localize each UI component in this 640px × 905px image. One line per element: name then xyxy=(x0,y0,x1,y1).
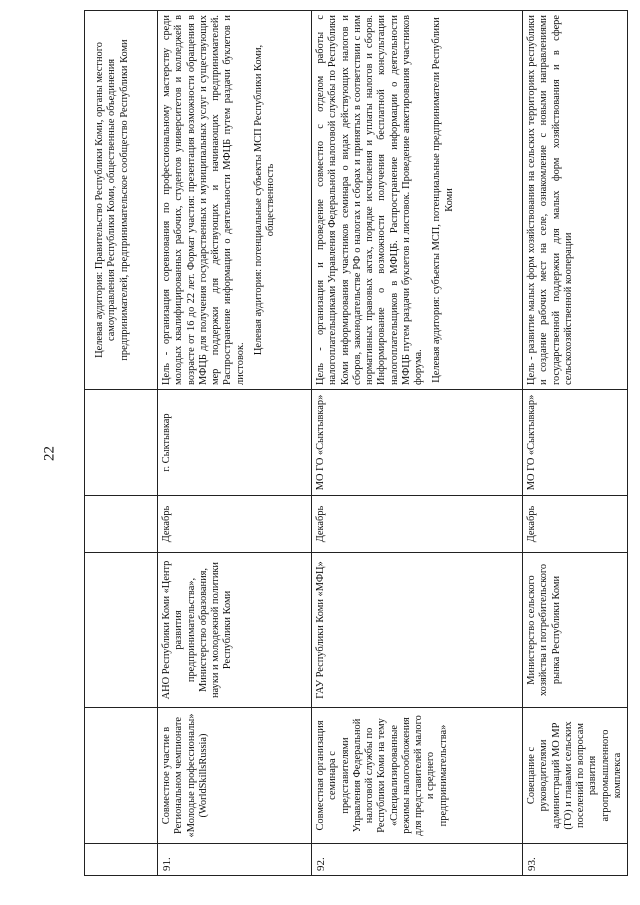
row-number: 92. xyxy=(312,844,523,876)
organizer: АНО Республики Коми «Центр развития предпринимательства», Министерство образования, науки и молодежной политики Республики Коми xyxy=(158,553,312,708)
page-number: 22 xyxy=(41,446,58,461)
goal-cell xyxy=(85,11,158,390)
goal-text: Цель - организация и проведение совместно с отделом работы с налогоплательщиками Управления Федеральной налоговой службы по Республики Коми информирования участников семинара о видах действующих налогов и сборов, законодательстве РФ о налогах и сборах и принятых в соответствии с ним нормативных правовых актах, порядке исчисления и уплаты налогов и сборов. Информирование о возможности получения бесплатной консультации налогоплательщиков в МФЦБ. Распространение информации о деятельности МФЦБ путем раздачи буклетов и листовок. Проведение анкетирования участников форума. xyxy=(315,15,425,385)
row-number: 93. xyxy=(523,844,628,876)
num-cell xyxy=(85,844,158,876)
event-place: МО ГО «Сыктывкар» xyxy=(523,390,628,496)
event-name: Совещание с руководителями администраций МО МР (ГО) и главами сельских поселений по вопросам развития агропромышленного комплекса xyxy=(523,708,628,844)
goal-text: Цель - организация соревнования по профессиональному мастерству среди молодых квалифицированных рабочих, студентов университетов и колледжей в возрасте от 16 до 22 лет. Формат участия: презентация возможности обращения в МФЦБ для получения государственных и муниципальных услуг и существующих мер поддержки для действующих и начинающих предпринимателей. Распространение информации о деятельности МФЦБ путем раздачи буклетов и листовок. xyxy=(161,15,246,385)
event-place: МО ГО «Сыктывкар» xyxy=(312,390,523,496)
organizer: ГАУ Республики Коми «МФЦ» xyxy=(312,553,523,708)
event-name: Совместное участие в Региональном чемпионате «Молодые профессионалы» (WorldSkillsRussia) xyxy=(158,708,312,844)
table-row-continuation xyxy=(85,11,158,876)
goal-cell xyxy=(158,11,312,390)
event-name: Совместная организация семинара с представителями Управления Федеральной налоговой службы по Республики Коми на тему «Специализированные режимы налогообложения для представителей малого и среднего предпринимательства» xyxy=(312,708,523,844)
date-cell xyxy=(85,496,158,553)
table-row xyxy=(158,11,312,876)
table-row xyxy=(523,11,628,876)
event-date: Декабрь xyxy=(312,496,523,553)
event-date: Декабрь xyxy=(158,496,312,553)
organizer: Министерство сельского хозяйства и потребительского рынка Республики Коми xyxy=(523,553,628,708)
audience-text: Целевая аудитория: потенциальные субъекты МСП Республики Коми, общественность xyxy=(252,44,277,356)
events-table xyxy=(84,10,628,876)
place-cell xyxy=(85,390,158,496)
event-place: г. Сыктывкар xyxy=(158,390,312,496)
table-row xyxy=(312,11,523,876)
goal-cell xyxy=(312,11,523,390)
row-number: 91. xyxy=(158,844,312,876)
goal-text: Цель - развитие малых форм хозяйствования на сельских территориях республики и создание рабочих мест на селе, ознакомление с новыми направлениями государственной поддержки для малых форм хозяйствования и в сфере сельскохозяйственной кооперации xyxy=(526,15,574,385)
audience-text: Целевая аудитория: Правительство Республики Коми, органы местного самоуправления Республики Коми, общественные объединения предпринимателей, предпринимательское сообщество Республики Коми xyxy=(94,39,130,361)
audience-text: Целевая аудитория: субъекты МСП, потенциальные предприниматели Республики Коми xyxy=(431,17,455,383)
goal-cell xyxy=(523,11,628,390)
event-date: Декабрь xyxy=(523,496,628,553)
rotated-table-wrapper xyxy=(84,11,623,876)
event-cell xyxy=(85,708,158,844)
organizer-cell xyxy=(85,553,158,708)
